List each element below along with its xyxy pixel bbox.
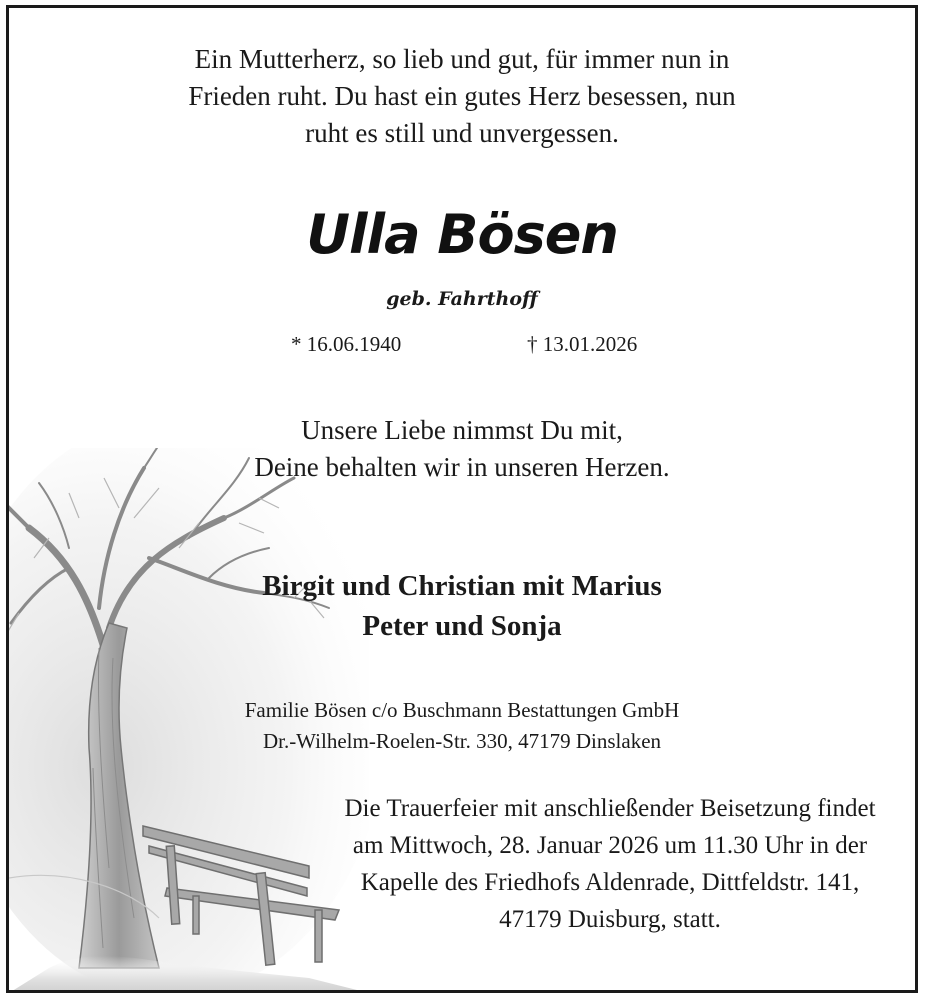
mourner-line: Peter und Sonja <box>362 610 562 642</box>
address-line: Familie Bösen c/o Buschmann Bestattungen GmbH <box>244 698 680 722</box>
motto <box>9 412 915 486</box>
address-line: Dr.-Wilhelm-Roelen-Str. 330, 47179 Dinslaken <box>262 729 662 753</box>
deceased-name: Ulla Bösen <box>306 203 618 266</box>
motto-line: Deine behalten wir in unseren Herzen. <box>254 452 670 482</box>
service-line: Kapelle des Friedhofs Aldenrade, Dittfeldstr. 141, <box>360 869 860 896</box>
motto-line: Unsere Liebe nimmst Du mit, <box>301 415 623 445</box>
contact-address <box>9 695 915 757</box>
service-line: 47179 Duisburg, statt. <box>499 906 721 933</box>
birth-name: geb. Fahrthoff <box>386 288 538 310</box>
mourner-line: Birgit und Christian mit Marius <box>262 570 662 602</box>
service-line: Die Trauerfeier mit anschließender Beisetzung findet <box>344 795 876 822</box>
verse-line: Ein Mutterherz, so lieb und gut, für immer nun in <box>194 44 730 74</box>
verse-line: ruht es still und unvergessen. <box>305 118 619 148</box>
birth-date: * 16.06.1940 <box>291 332 402 356</box>
funeral-service-notice <box>309 790 911 938</box>
service-line: am Mittwoch, 28. Januar 2026 um 11.30 Uhr in der <box>352 832 868 859</box>
memorial-verse <box>9 41 915 152</box>
death-date: † 13.01.2026 <box>527 332 638 356</box>
mourners <box>9 566 915 646</box>
verse-line: Frieden ruht. Du hast ein gutes Herz besessen, nun <box>188 81 736 111</box>
obituary-frame <box>6 5 918 993</box>
